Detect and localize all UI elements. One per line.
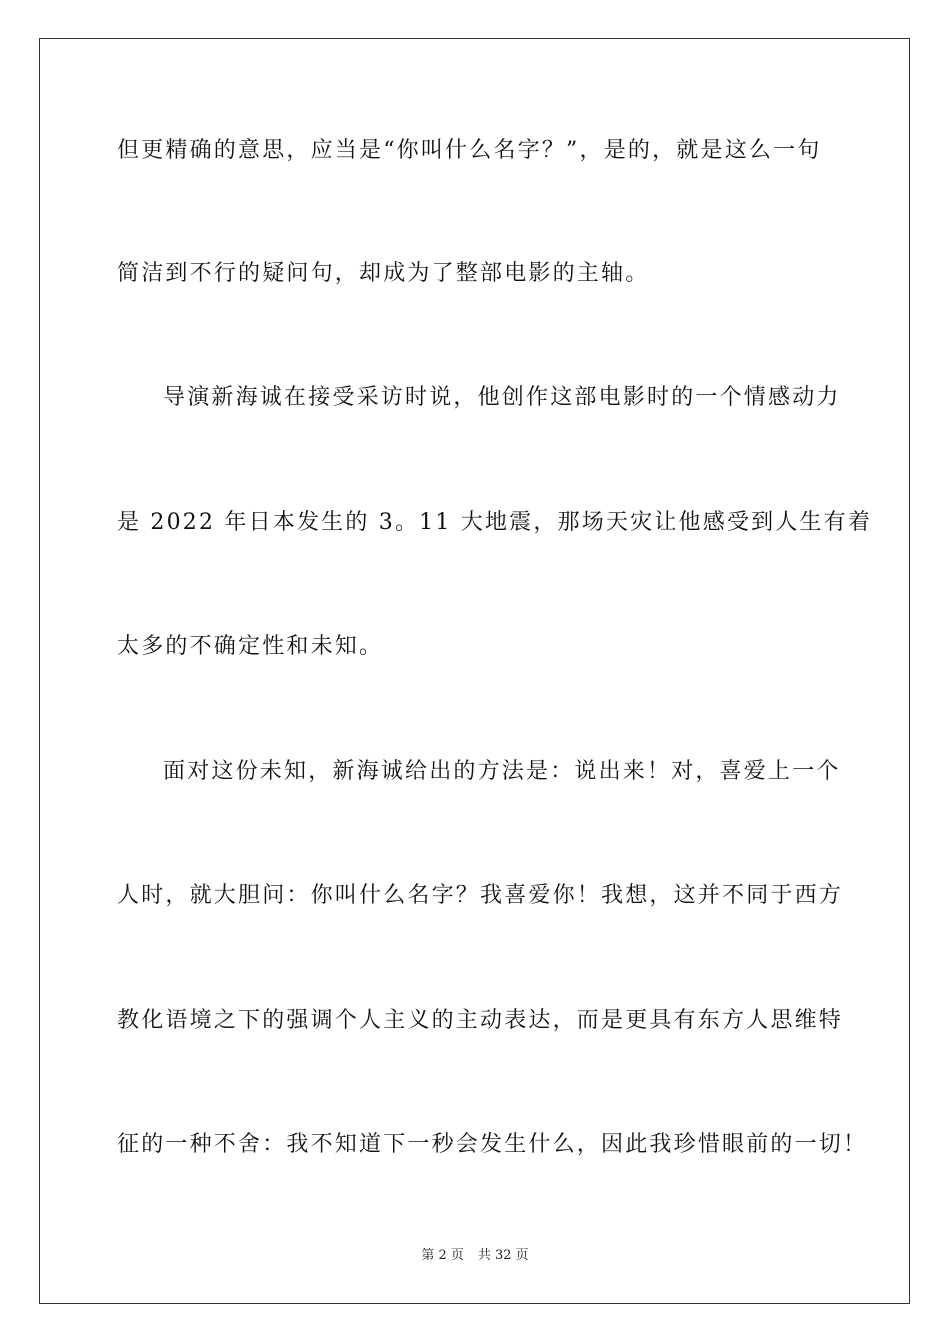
paragraph-line-4: 是 2022 年日本发生的 3。11 大地震，那场天灾让他感受到人生有着 — [117, 510, 873, 535]
paragraph-line-6: 面对这份未知，新海诚给出的方法是：说出来！对，喜爱上一个 — [163, 759, 841, 784]
paragraph-line-9: 征的一种不舍：我不知道下一秒会发生什么，因此我珍惜眼前的一切！ — [117, 1132, 868, 1157]
paragraph-line-3: 导演新海诚在接受采访时说，他创作这部电影时的一个情感动力 — [163, 385, 841, 410]
paragraph-line-2: 简洁到不行的疑问句，却成为了整部电影的主轴。 — [117, 261, 650, 286]
page-border — [39, 38, 910, 1304]
paragraph-line-1: 但更精确的意思，应当是“你叫什么名字？”，是的，就是这么一句 — [117, 138, 822, 163]
page-footer — [0, 1246, 950, 1266]
total-pages: 共 32 页 — [477, 1248, 529, 1263]
paragraph-line-5: 太多的不确定性和未知。 — [117, 634, 384, 659]
paragraph-line-8: 教化语境之下的强调个人主义的主动表达，而是更具有东方人思维特 — [117, 1008, 844, 1033]
paragraph-line-7: 人时，就大胆问：你叫什么名字？我喜爱你！我想，这并不同于西方 — [117, 883, 844, 908]
page-number: 第 2 页 — [421, 1248, 464, 1263]
